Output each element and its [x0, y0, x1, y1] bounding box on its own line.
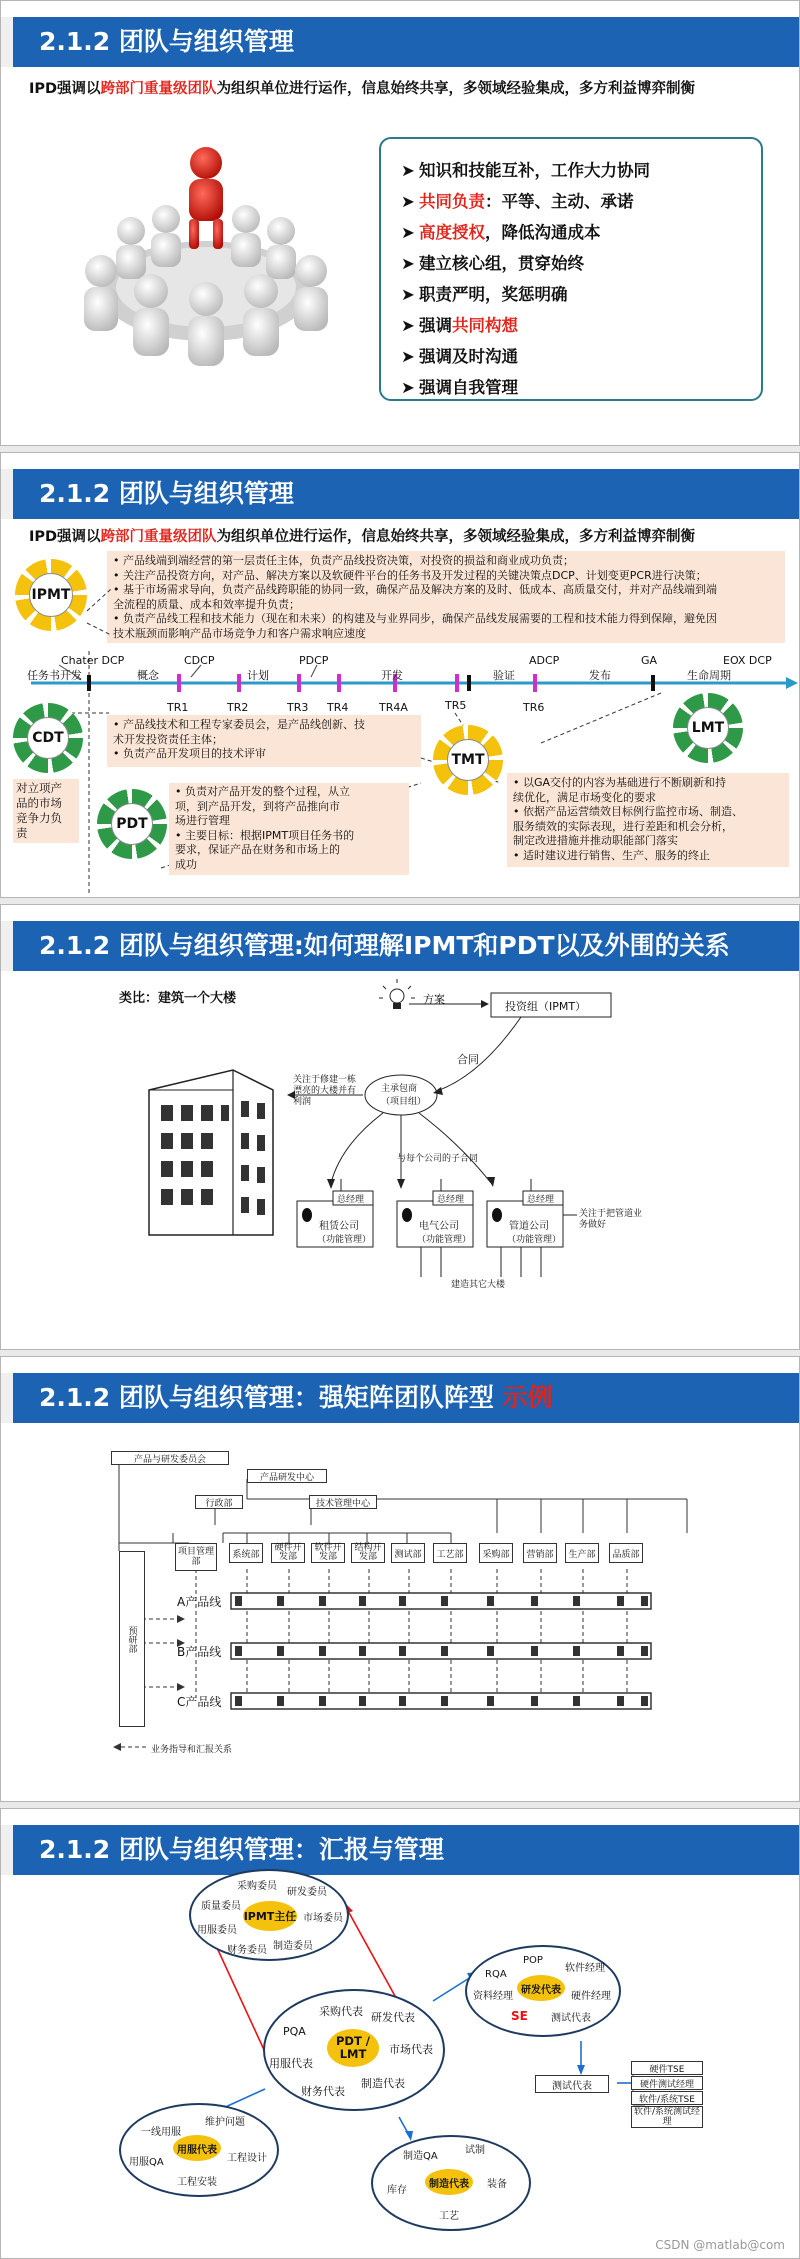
- member-label: 工程安装: [177, 2177, 217, 2188]
- tmt-description: • 产品线技术和工程专家委员会，是产品线创新、技 术开发投资责任主体； • 负责产品开发项目的技术评审: [107, 715, 421, 767]
- slide-title: 2.1.2 团队与组织管理：汇报与管理: [39, 1835, 444, 1864]
- tr-label: TR6: [523, 701, 545, 714]
- member-label: 库存: [387, 2185, 407, 2196]
- test-rep-box: 测试代表: [535, 2075, 609, 2093]
- phase-label: 概念: [137, 669, 159, 682]
- slide-title: 2.1.2 团队与组织管理: [39, 479, 294, 508]
- member-label: 研发委员: [287, 1887, 327, 1898]
- feature-list: [379, 137, 763, 401]
- milestone-label: ADCP: [529, 654, 560, 667]
- phase-label: 发布: [589, 669, 611, 682]
- slide-1: [0, 0, 800, 446]
- member-label: 用服代表: [269, 2057, 313, 2070]
- dev-rep-center: 研发代表: [517, 1975, 565, 2001]
- building-analogy-diagram: [1, 905, 800, 1350]
- lmt-description: • 以GA交付的内容为基础进行不断刷新和持 续优化，满足市场变化的要求 • 依据产品运营绩效目标例行监控市场、制造、 服务绩效的实际表现，进行差距和机会分析， 制定改进措施并推动职能部门落实 • 适时建议进行销售、生产、服务的终止: [507, 773, 789, 867]
- cdt-ring: CDT: [13, 703, 83, 773]
- member-label: 财务委员: [227, 1945, 267, 1956]
- phase-label: 任务书开发: [27, 669, 82, 682]
- member-label: PQA: [283, 2025, 306, 2038]
- cdt-description: 对立项产 品的市场 竞争力负 责: [13, 779, 79, 843]
- member-label: 维护问题: [205, 2117, 245, 2128]
- dept-box: 测试部: [391, 1543, 425, 1563]
- member-label: 测试代表: [551, 2013, 591, 2024]
- member-label: 研发代表: [371, 2011, 415, 2024]
- member-label: 硬件经理: [571, 1991, 611, 2002]
- milestone-label: CDCP: [184, 654, 215, 667]
- product-line-label: A产品线: [177, 1595, 222, 1609]
- member-label: POP: [523, 1955, 543, 1966]
- list-item: ➤ 高度授权，降低沟通成本: [401, 223, 601, 242]
- contractor-concern-note: 关注于修建一栋漂亮的大楼并有利润: [293, 1075, 357, 1107]
- dept-box: 项目管理部: [175, 1543, 217, 1571]
- list-item: ➤ 知识和技能互补，工作大力协同: [401, 161, 650, 180]
- slide-title: 2.1.2 团队与组织管理：强矩阵团队阵型 示例: [39, 1383, 553, 1412]
- rd-center-box: 产品研发中心: [247, 1469, 327, 1483]
- member-label: 装备: [487, 2179, 507, 2190]
- company-name: 管道公司: [509, 1221, 549, 1232]
- tr-label: TR4A: [379, 701, 408, 714]
- mfg-rep-center: 制造代表: [425, 2169, 473, 2195]
- member-label: 软件经理: [565, 1963, 605, 1974]
- tr-label: TR5: [445, 699, 467, 712]
- main-contractor: 主承包商: [381, 1084, 418, 1094]
- investment-group: 投资组（IPMT）: [505, 1000, 587, 1013]
- tr-label: TR1: [167, 701, 189, 714]
- test-item-box: 软件/系统测试经理: [631, 2106, 703, 2128]
- phase-label: 生命周期: [687, 669, 731, 682]
- slide-title: 2.1.2 团队与组织管理:如何理解IPMT和PDT以及外围的关系: [39, 931, 730, 960]
- phase-label: 计划: [247, 669, 269, 682]
- product-line-label: C产品线: [177, 1695, 222, 1709]
- tmt-ring: TMT: [433, 725, 503, 795]
- member-label: RQA: [485, 1969, 507, 1980]
- admin-dept-box: 行政部: [195, 1495, 243, 1509]
- contract-label: 合同: [457, 1053, 479, 1066]
- build-other-label: 建造其它大楼: [451, 1280, 506, 1290]
- slide-title: 2.1.2 团队与组织管理: [39, 27, 294, 56]
- dept-box: 结构开发部: [351, 1543, 385, 1563]
- list-item: ➤ 共同负责：平等、主动、承诺: [401, 192, 634, 211]
- pre-research-dept-box: 预研部: [119, 1551, 145, 1727]
- milestone-label: EOX DCP: [723, 654, 772, 667]
- tech-center-box: 技术管理中心: [309, 1495, 377, 1509]
- test-item-box: 软件/系统TSE: [631, 2091, 703, 2105]
- list-item: ➤ 强调及时沟通: [401, 347, 518, 366]
- member-label: 一线用服: [141, 2127, 181, 2138]
- member-label: 制造委员: [273, 1941, 313, 1952]
- slide-2: [0, 452, 800, 898]
- watermark: CSDN @matlab@com: [655, 2238, 785, 2252]
- main-contractor-sub: （项目组）: [381, 1097, 427, 1107]
- phase-label: 开发: [381, 669, 403, 682]
- dept-box: 工艺部: [433, 1543, 467, 1563]
- member-label: 工艺: [439, 2211, 459, 2222]
- slide-subtitle: IPD强调以跨部门重量级团队为组织单位进行运作，信息始终共享，多领域经验集成，多方利益博弈制衡: [29, 81, 696, 97]
- company-sub: （功能管理）: [317, 1235, 372, 1245]
- member-label: 用服委员: [197, 1925, 237, 1936]
- pdt-lmt-center: PDT / LMT: [327, 2029, 379, 2067]
- company-sub: （功能管理）: [417, 1235, 472, 1245]
- member-label: 质量委员: [201, 1901, 241, 1912]
- ipmt-description: • 产品线端到端经营的第一层责任主体，负责产品线投资决策，对投资的损益和商业成功负责； • 关注产品投资方向，对产品、解决方案以及软硬件平台的任务书及开发过程的关键决策点DCP、计划变更PCR进行决策； • 基于市场需求导向，负责产品线跨职能的协同一致，确保产品及解决方案的及时、低成本、高质量交付，并对产品线端到端 全流程的质量、成本和效率提升负责； • 负责产品线工程和技术能力（现在和未来）的构建及与业界同步，确保产品线发展需要的工程和技术能力得到保障，避免因 技术瓶颈而影响产品市场竞争力和客户需求响应速度: [107, 551, 785, 643]
- member-label: 市场委员: [303, 1913, 343, 1924]
- company-manager: 总经理: [337, 1195, 365, 1205]
- dept-box: 品质部: [609, 1543, 643, 1563]
- lmt-ring: LMT: [673, 693, 743, 763]
- company-manager: 总经理: [527, 1195, 555, 1205]
- list-item: ➤ 强调共同构想: [401, 316, 518, 335]
- service-rep-center: 用服代表: [173, 2135, 221, 2161]
- test-item-box: 硬件TSE: [631, 2061, 703, 2075]
- test-item-box: 硬件测试经理: [631, 2076, 703, 2090]
- milestone-label: Chater DCP: [61, 654, 125, 667]
- analogy-label: 类比：建筑一个大楼: [119, 991, 237, 1006]
- legend-label: 业务指导和汇报关系: [151, 1745, 233, 1755]
- slide-5: [0, 1808, 800, 2259]
- member-label: 制造代表: [361, 2077, 405, 2090]
- company-manager: 总经理: [437, 1195, 465, 1205]
- dept-box: 生产部: [565, 1543, 599, 1563]
- pdt-description: • 负责对产品开发的整个过程，从立 项，到产品开发，到将产品推向市 场进行管理 • 主要目标：根据IPMT项目任务书的 要求，保证产品在财务和市场上的 成功: [169, 783, 409, 875]
- tr-label: TR3: [287, 701, 309, 714]
- tr-label: TR2: [227, 701, 249, 714]
- tr-label: TR4: [327, 701, 349, 714]
- slide-subtitle: IPD强调以跨部门重量级团队为组织单位进行运作，信息始终共享，多领域经验集成，多方利益博弈制衡: [29, 529, 696, 545]
- member-label: 用服QA: [129, 2157, 164, 2168]
- phase-label: 验证: [493, 669, 515, 682]
- dept-box: 系统部: [229, 1543, 263, 1563]
- member-label: 试制: [465, 2145, 485, 2156]
- dept-box: 软件开发部: [311, 1543, 345, 1563]
- company-sub: （功能管理）: [507, 1235, 562, 1245]
- member-label: 财务代表: [301, 2085, 345, 2098]
- list-item: ➤ 强调自我管理: [401, 378, 518, 397]
- team-circle-illustration: [56, 141, 356, 371]
- list-item: ➤ 职责严明，奖惩明确: [401, 285, 568, 304]
- product-line-label: B产品线: [177, 1645, 222, 1659]
- member-label: 制造QA: [403, 2151, 438, 2162]
- subcontract-label: 与每个公司的子合同: [397, 1154, 479, 1164]
- member-label: 采购代表: [319, 2005, 363, 2018]
- member-label: 采购委员: [237, 1881, 277, 1892]
- rd-committee-box: 产品与研发委员会: [111, 1451, 229, 1465]
- slide-4: [0, 1356, 800, 1802]
- list-item: ➤ 建立核心组，贯穿始终: [401, 254, 584, 273]
- ipmt-director: IPMT主任: [243, 1901, 297, 1931]
- member-label: 资料经理: [473, 1991, 513, 2002]
- dept-box: 采购部: [479, 1543, 513, 1563]
- company-name: 电气公司: [419, 1221, 459, 1232]
- slide-3: [0, 904, 800, 1350]
- member-label: 工程设计: [227, 2153, 267, 2164]
- se-label: SE: [511, 2009, 528, 2023]
- plan-label: 方案: [423, 993, 445, 1006]
- ipmt-ring: IPMT: [15, 559, 87, 631]
- dept-box: 营销部: [523, 1543, 557, 1563]
- member-label: 市场代表: [389, 2043, 433, 2056]
- dept-box: 硬件开发部: [271, 1543, 305, 1563]
- company-name: 租赁公司: [319, 1221, 359, 1232]
- milestone-label: PDCP: [299, 654, 329, 667]
- milestone-label: GA: [641, 654, 658, 667]
- slide-title-banner: [1, 17, 800, 67]
- pipeline-focus-note: 关注于把管道业务做好: [579, 1209, 643, 1230]
- pdt-ring: PDT: [97, 789, 167, 859]
